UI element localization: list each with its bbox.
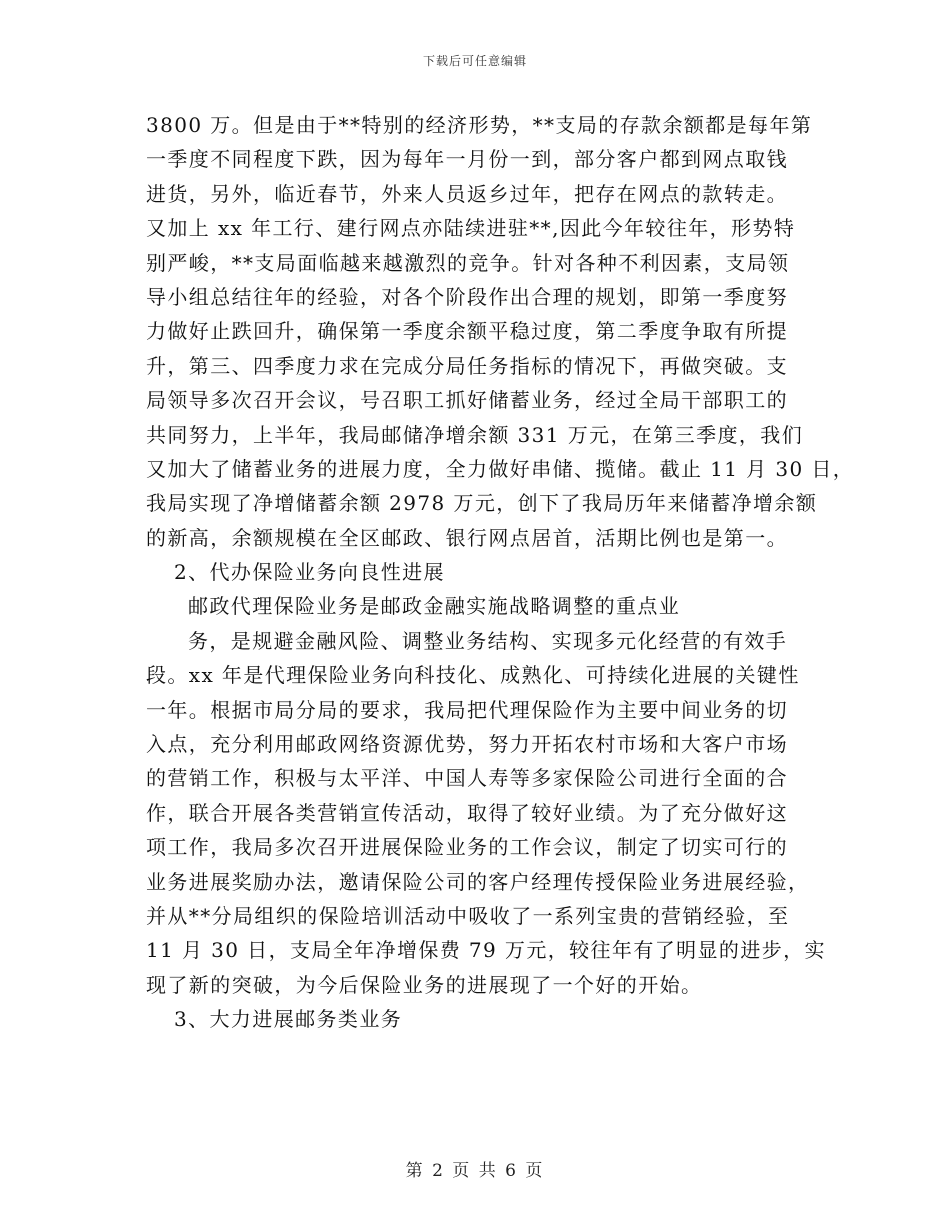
paragraph-line: 别严峻，**支局面临越来越激烈的竞争。针对各种不利因素，支局领 [146, 250, 790, 275]
section-heading: 2、代办保险业务向良性进展 [174, 560, 445, 585]
paragraph-line: 3800 万。但是由于**特别的经济形势，**支局的存款余额都是每年第 [146, 113, 813, 137]
paragraph-line: 又加大了储蓄业务的进展力度，全力做好串储、揽储。截止 11 月 30 日， [146, 456, 855, 481]
document-body [146, 108, 855, 1037]
paragraph-line: 作，联合开展各类营销宣传活动，取得了较好业绩。为了充分做好这 [146, 800, 788, 825]
paragraph-line: 并从**分局组织的保险培训活动中吸收了一系列宝贵的营销经验，至 [146, 903, 790, 928]
paragraph-line: 进货，另外，临近春节，外来人员返乡过年，把存在网点的款转走。 [146, 181, 788, 206]
paragraph-line: 段。xx 年是代理保险业务向科技化、成熟化、可持续化进展的关键性 [146, 663, 800, 688]
paragraph-line: 邮政代理保险业务是邮政金融实施战略调整的重点业 [188, 594, 681, 619]
paragraph-line: 又加上 xx 年工行、建行网点亦陆续进驻**,因此今年较往年，形势特 [146, 216, 796, 241]
page-number-footer: 第 2 页 共 6 页 [405, 1161, 545, 1181]
section-heading: 3、大力进展邮务类业务 [174, 1007, 403, 1032]
paragraph-line: 项工作，我局多次召开进展保险业务的工作会议，制定了切实可行的 [146, 835, 788, 860]
paragraph-line: 业务进展奖励办法，邀请保险公司的客户经理传授保险业务进展经验， [146, 869, 810, 894]
paragraph-line: 升，第三、四季度力求在完成分局任务指标的情况下，再做突破。支 [146, 353, 788, 378]
paragraph-line: 的营销工作，积极与太平洋、中国人寿等多家保险公司进行全面的合 [146, 766, 788, 791]
paragraph-line: 一年。根据市局分局的要求，我局把代理保险作为主要中间业务的切 [146, 697, 788, 722]
paragraph-line: 现了新的突破，为今后保险业务的进展现了一个好的开始。 [146, 972, 703, 997]
paragraph-line: 我局实现了净增储蓄余额 2978 万元，创下了我局历年来储蓄净增余额 [146, 491, 818, 516]
paragraph-line: 入点，充分利用邮政网络资源优势，努力开拓农村市场和大客户市场 [146, 732, 788, 757]
paragraph-line: 共同努力，上半年，我局邮储净增余额 331 万元，在第三季度，我们 [146, 422, 804, 447]
paragraph-line: 一季度不同程度下跌，因为每年一月份一到，部分客户都到网点取钱 [146, 147, 788, 172]
paragraph-line: 11 月 30 日，支局全年净增保费 79 万元，较往年有了明显的进步，实 [146, 938, 826, 963]
paragraph-line: 导小组总结往年的经验，对各个阶段作出合理的规划，即第一季度努 [146, 284, 788, 309]
paragraph-line: 局领导多次召开会议，号召职工抓好储蓄业务，经过全局干部职工的 [146, 388, 788, 413]
page-header-note: 下载后可任意编辑 [422, 54, 527, 68]
paragraph-line: 的新高，余额规模在全区邮政、银行网点居首，活期比例也是第一。 [146, 525, 788, 550]
paragraph-line: 务，是规避金融风险、调整业务结构、实现多元化经营的有效手 [188, 628, 788, 653]
paragraph-line: 力做好止跌回升，确保第一季度余额平稳过度，第二季度争取有所提 [146, 319, 788, 344]
